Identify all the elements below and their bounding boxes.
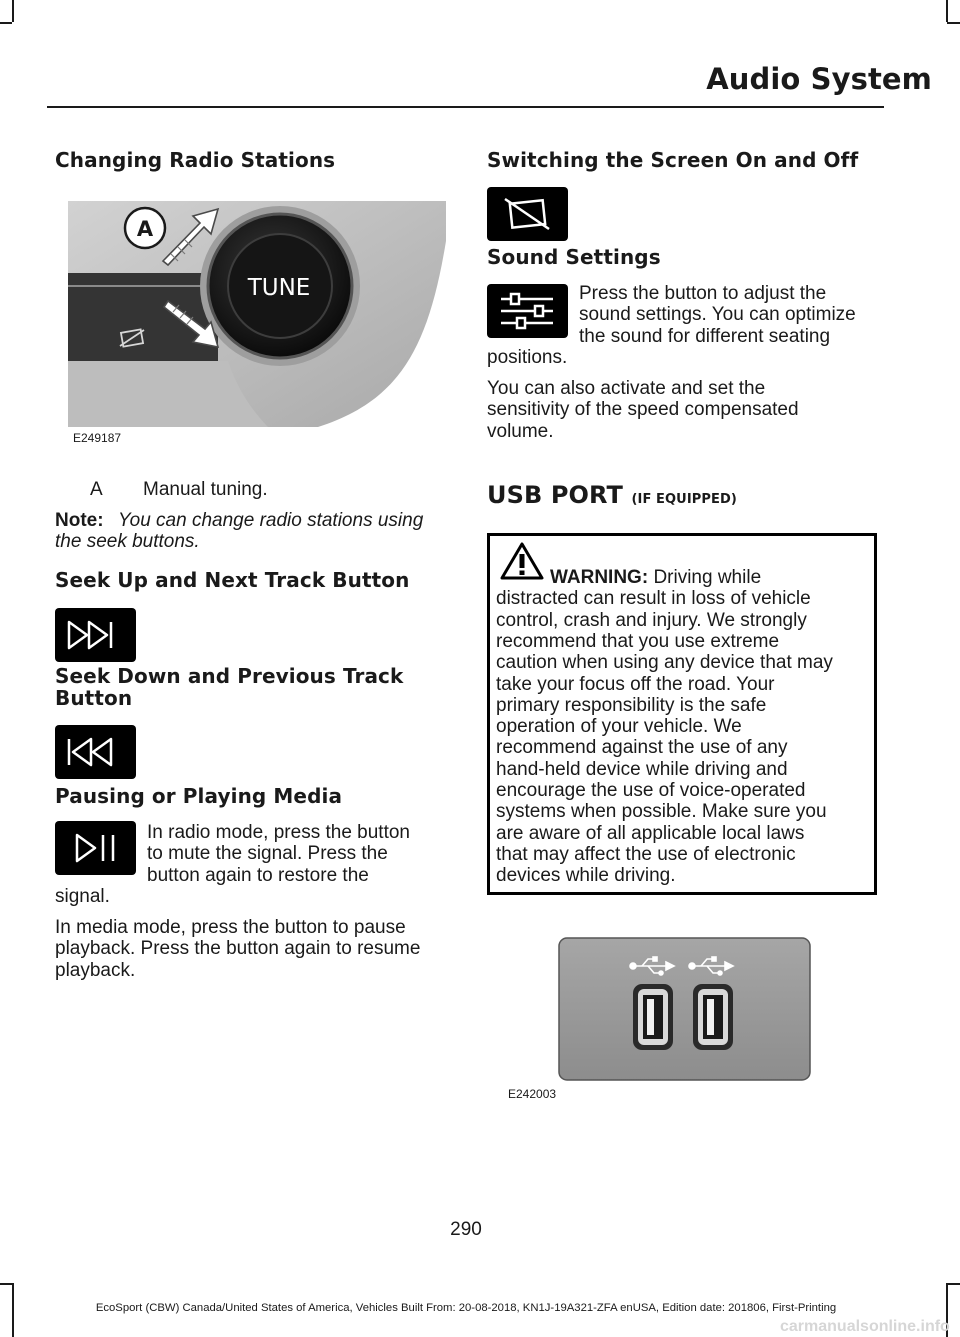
- warning-label: WARNING:: [550, 567, 649, 588]
- note-label: Note:: [55, 510, 104, 531]
- crop-mark: [0, 1283, 12, 1285]
- figure-callout-a: A: [136, 217, 154, 241]
- section-heading-seek-up: Seek Up and Next Track Button: [55, 568, 410, 592]
- usb-heading-text: USB PORT: [487, 481, 623, 509]
- media-para-line: playback. Press the button again to resume: [55, 938, 421, 959]
- play-pause-icon: [55, 821, 136, 875]
- screen-off-icon: [487, 187, 568, 241]
- speed-para-line: You can also activate and set the: [487, 378, 766, 399]
- usb-heading-suffix: (IF EQUIPPED): [631, 492, 737, 507]
- section-heading-seek-down: [55, 665, 403, 709]
- media-para-line: In media mode, press the button to pause: [55, 917, 406, 938]
- watermark: carmanualsonline.info: [780, 1318, 950, 1335]
- pause-para-line: In radio mode, press the button: [147, 822, 410, 843]
- warning-line: operation of your vehicle. We: [496, 716, 742, 737]
- header-rule: [47, 106, 884, 108]
- legend-text: Manual tuning.: [143, 479, 268, 500]
- warning-line: devices while driving.: [496, 865, 676, 886]
- warning-line: recommend that you use extreme: [496, 631, 780, 652]
- sound-para-line: Press the button to adjust the: [579, 283, 827, 304]
- section-heading-changing-stations: Changing Radio Stations: [55, 148, 336, 172]
- seek-next-icon: [55, 608, 136, 662]
- section-heading-sound: Sound Settings: [487, 245, 661, 269]
- warning-line: distracted can result in loss of vehicle: [496, 588, 811, 609]
- heading-line: Seek Down and Previous Track: [55, 664, 404, 688]
- warning-text: Driving while: [653, 567, 762, 588]
- crop-mark: [947, 22, 960, 24]
- heading-line: Button: [55, 686, 133, 710]
- crop-mark: [0, 22, 12, 24]
- warning-line: are aware of all applicable local laws: [496, 823, 805, 844]
- figure-code: E249187: [73, 431, 122, 445]
- pause-para-line: to mute the signal. Press the: [147, 843, 388, 864]
- warning-line: recommend against the use of any: [496, 737, 788, 758]
- sound-para-line: sound settings. You can optimize: [579, 304, 856, 325]
- section-heading-pausing: Pausing or Playing Media: [55, 784, 343, 808]
- warning-line: caution when using any device that may: [496, 652, 833, 673]
- pause-para-line: button again to restore the: [147, 865, 369, 886]
- page-title: Audio System: [706, 62, 932, 96]
- warning-line-1: [550, 567, 761, 589]
- section-heading-usb: [487, 481, 737, 509]
- warning-line: systems when possible. Make sure you: [496, 801, 827, 822]
- equalizer-icon: [487, 284, 568, 338]
- usb-ports-illustration: [558, 937, 811, 1081]
- warning-line: hand-held device while driving and: [496, 759, 788, 780]
- note-line-2: the seek buttons.: [55, 531, 200, 552]
- speed-para-line: volume.: [487, 421, 554, 442]
- figure-code: E242003: [508, 1087, 557, 1101]
- warning-line: take your focus off the road. Your: [496, 674, 775, 695]
- warning-line: encourage the use of voice-operated: [496, 780, 806, 801]
- sound-para-line: positions.: [487, 347, 568, 368]
- crop-mark: [947, 1283, 960, 1285]
- pause-para-line: signal.: [55, 886, 110, 907]
- page-number: 290: [450, 1219, 482, 1240]
- footer-edition-line: EcoSport (CBW) Canada/United States of America, Vehicles Built From: 20-08-2018, KN1J-19A321-ZFA enUSA, Edition date: 201806, First-Printing: [95, 1302, 837, 1314]
- tune-knob-illustration: [68, 201, 446, 427]
- section-heading-screen: Switching the Screen On and Off: [487, 148, 859, 172]
- warning-line: that may affect the use of electronic: [496, 844, 796, 865]
- legend-key: A: [90, 479, 103, 500]
- seek-previous-icon: [55, 725, 136, 779]
- knob-label: TUNE: [247, 275, 311, 301]
- warning-icon: [499, 541, 545, 581]
- media-para-line: playback.: [55, 960, 136, 981]
- speed-para-line: sensitivity of the speed compensated: [487, 399, 799, 420]
- note-line-1: You can change radio stations using: [118, 510, 424, 531]
- crop-mark: [12, 0, 14, 22]
- warning-line: control, crash and injury. We strongly: [496, 610, 807, 631]
- warning-line: primary responsibility is the safe: [496, 695, 767, 716]
- sound-para-line: the sound for different seating: [579, 326, 831, 347]
- crop-mark: [946, 0, 948, 22]
